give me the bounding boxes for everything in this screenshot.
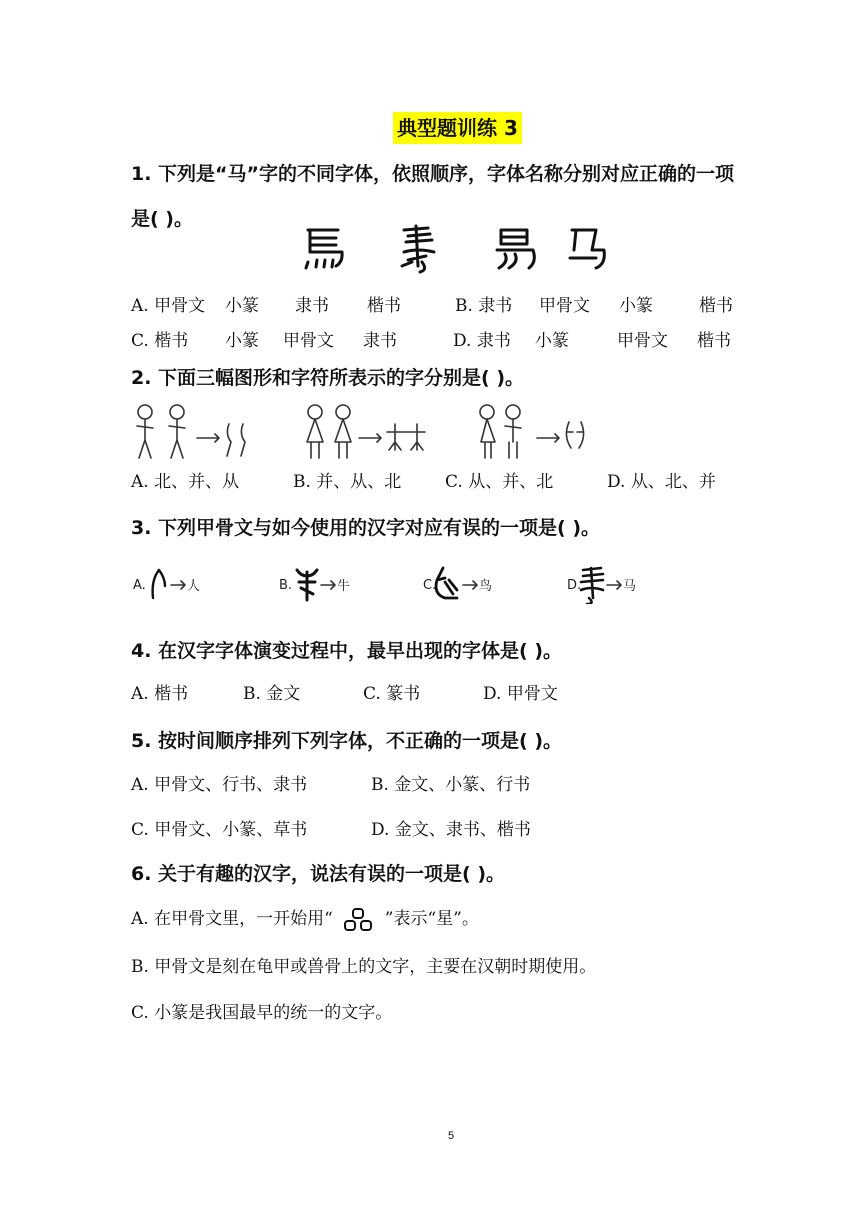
option-c-label[interactable]: C. 楷书 xyxy=(131,331,189,351)
option-b-label[interactable]: B. 隶书 xyxy=(455,296,513,316)
option-c-item-4: 隶书 xyxy=(363,331,397,351)
figure-two-girls-image xyxy=(307,405,425,458)
option-c[interactable]: C. 从、并、北 xyxy=(445,472,554,492)
option-b-item-2: 甲骨文 xyxy=(539,296,590,316)
horse-seal-glyph xyxy=(402,226,434,272)
option-d-oracle-ma[interactable] xyxy=(567,568,636,604)
option-b-item-4: 楷书 xyxy=(699,296,733,316)
page-number: 5 xyxy=(448,1130,455,1142)
question-5-stem: 5. 按时间顺序排列下列字体，不正确的一项是( )。 xyxy=(131,730,563,752)
option-c-item-3: 甲骨文 xyxy=(283,331,334,351)
option-a-oracle-ren[interactable] xyxy=(133,570,200,598)
horse-four-scripts-image xyxy=(298,222,608,274)
option-d[interactable]: D. 甲骨文 xyxy=(483,684,558,704)
question-6-option-c[interactable]: C. 小篆是我国最早的统一的文字。 xyxy=(131,1003,393,1023)
question-4-stem: 4. 在汉字字体演变过程中，最早出现的字体是( )。 xyxy=(131,640,563,662)
option-a-text-before: A. 在甲骨文里，一开始用“ xyxy=(131,909,333,929)
question-6-option-b[interactable]: B. 甲骨文是刻在龟甲或兽骨上的文字，主要在汉朝时期使用。 xyxy=(131,957,597,977)
horse-simplified-glyph xyxy=(570,230,604,268)
page-title: 典型题训练 3 xyxy=(393,112,522,144)
option-a[interactable]: A. 甲骨文、行书、隶书 xyxy=(131,775,308,795)
option-d-label: D. xyxy=(567,578,582,593)
question-3-options-image xyxy=(131,564,651,604)
option-d-modern-char: 马 xyxy=(623,579,637,594)
option-b-modern-char: 牛 xyxy=(337,579,351,594)
option-c-oracle-niao[interactable] xyxy=(423,568,492,598)
option-c[interactable]: C. 甲骨文、小篆、草书 xyxy=(131,820,308,840)
figure-two-walkers-image xyxy=(137,405,245,458)
question-1-stem: 1. 下列是“马”字的不同字体，依照顺序，字体名称分别对应正确的一项 xyxy=(131,163,735,185)
option-b-item-3: 小篆 xyxy=(619,296,653,316)
option-d[interactable]: D. 金文、隶书、楷书 xyxy=(371,820,531,840)
option-b[interactable]: B. 金文、小篆、行书 xyxy=(371,775,531,795)
option-d[interactable]: D. 从、北、并 xyxy=(607,472,716,492)
option-c-modern-char: 鸟 xyxy=(479,579,493,594)
question-6-stem: 6. 关于有趣的汉字，说法有误的一项是( )。 xyxy=(131,863,506,885)
question-3-stem: 3. 下列甲骨文与如今使用的汉字对应有误的一项是( )。 xyxy=(131,517,601,539)
horse-clerical-glyph xyxy=(497,230,534,268)
option-a-label[interactable]: A. 甲骨文 xyxy=(131,296,206,316)
option-c-item-2: 小篆 xyxy=(225,331,259,351)
option-d-item-4: 楷书 xyxy=(697,331,731,351)
option-a[interactable]: A. 楷书 xyxy=(131,684,189,704)
option-d-item-2: 小篆 xyxy=(535,331,569,351)
option-a-item-3: 隶书 xyxy=(295,296,329,316)
option-a-text-after: ”表示“星”。 xyxy=(384,909,479,929)
option-c-label: C. xyxy=(423,578,437,593)
option-b-label: B. xyxy=(279,578,293,593)
question-6-option-a[interactable] xyxy=(131,906,479,933)
option-d-label[interactable]: D. 隶书 xyxy=(453,331,511,351)
option-c[interactable]: C. 篆书 xyxy=(363,684,421,704)
horse-regular-script-glyph xyxy=(306,230,342,268)
question-2-stem: 2. 下面三幅图形和字符所表示的字分别是( )。 xyxy=(131,367,525,389)
option-d-item-3: 甲骨文 xyxy=(617,331,668,351)
star-oracle-glyph-icon xyxy=(333,907,385,933)
option-a-label: A. xyxy=(133,578,146,593)
option-a-item-2: 小篆 xyxy=(225,296,259,316)
option-b[interactable]: B. 金文 xyxy=(243,684,301,704)
option-a-item-4: 楷书 xyxy=(367,296,401,316)
question-1-stem-continued: 是( )。 xyxy=(131,208,193,230)
option-a-modern-char: 人 xyxy=(187,579,201,594)
option-a[interactable]: A. 北、并、从 xyxy=(131,472,240,492)
option-b[interactable]: B. 并、从、北 xyxy=(293,472,402,492)
option-b-oracle-niu[interactable] xyxy=(279,570,350,600)
figure-back-to-back-image xyxy=(480,405,584,458)
question-2-figures xyxy=(131,402,591,464)
